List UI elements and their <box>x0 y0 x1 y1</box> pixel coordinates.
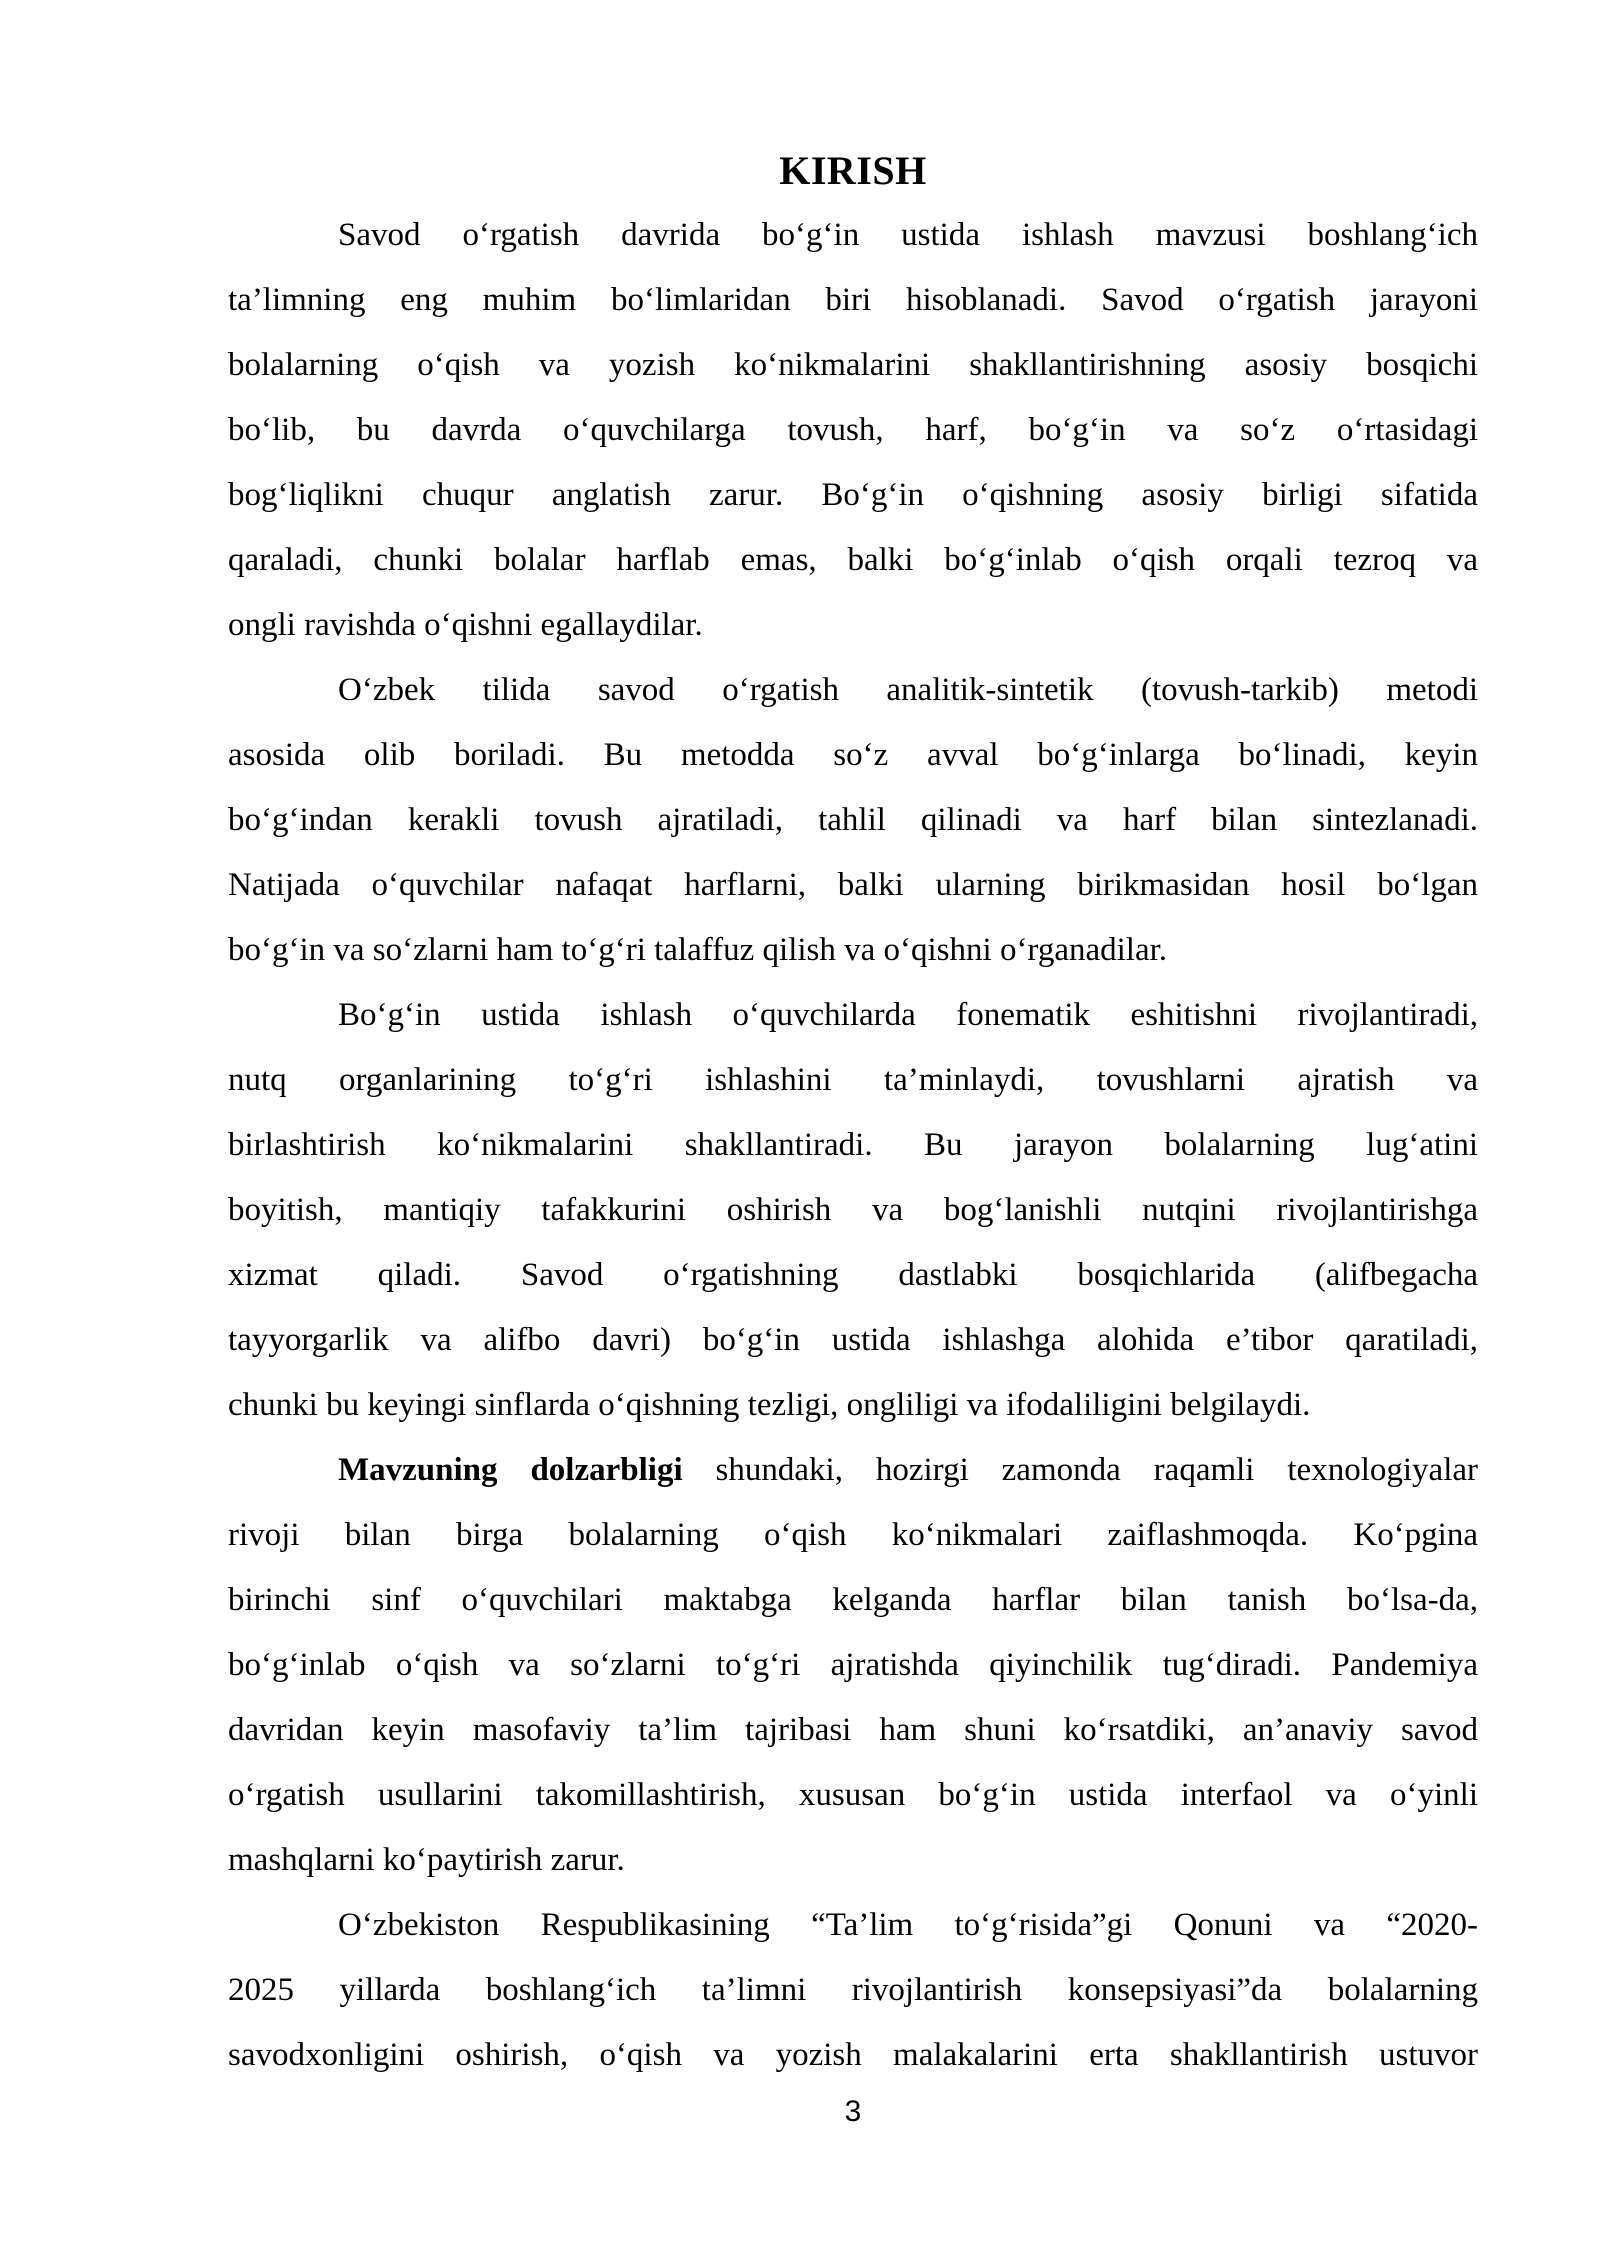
page-number: 3 <box>844 2095 862 2128</box>
page-content <box>228 138 1478 2134</box>
text-line: xizmat qiladi. Savod oʻrgatishning dastlabki bosqichlarida (alifbegacha <box>228 1257 1478 1293</box>
lead-rest-text: shundaki, hozirgi zamonda raqamli texnologiyalar <box>682 1452 1478 1488</box>
text-line: bogʻliqlikni chuqur anglatish zarur. Boʻgʻin oʻqishning asosiy birligi sifatida <box>228 477 1478 513</box>
text-line: ongli ravishda oʻqishni egallaydilar. <box>228 607 703 643</box>
text-line: ta’limning eng muhim boʻlimlaridan biri hisoblanadi. Savod oʻrgatish jarayoni <box>228 282 1478 318</box>
text-line: Oʻzbekiston Respublikasining “Ta’lim toʻgʻrisida”gi Qonuni va “2020- <box>338 1907 1478 1943</box>
text-line: boʻgʻinlab oʻqish va soʻzlarni toʻgʻri ajratishda qiyinchilik tugʻdiradi. Pandemiya <box>228 1647 1478 1683</box>
text-line: birlashtirish koʻnikmalarini shakllantiradi. Bu jarayon bolalarning lugʻatini <box>228 1127 1478 1163</box>
text-line: chunki bu keyingi sinflarda oʻqishning tezligi, ongliligi va ifodaliligini belgilaydi. <box>228 1387 1311 1423</box>
text-line: nutq organlarining toʻgʻri ishlashini ta’minlaydi, tovushlarni ajratish va <box>228 1062 1478 1098</box>
text-line: boʻlib, bu davrda oʻquvchilarga tovush, harf, boʻgʻin va soʻz oʻrtasidagi <box>228 412 1478 448</box>
text-line: Savod oʻrgatish davrida boʻgʻin ustida ishlash mavzusi boshlangʻich <box>338 217 1478 253</box>
text-line: Natijada oʻquvchilar nafaqat harflarni, balki ularning birikmasidan hosil boʻlgan <box>228 867 1478 903</box>
text-line: qaraladi, chunki bolalar harflab emas, balki boʻgʻinlab oʻqish orqali tezroq va <box>228 542 1478 578</box>
text-line: oʻrgatish usullarini takomillashtirish, xususan boʻgʻin ustida interfaol va oʻyinli <box>228 1777 1478 1813</box>
text-line: davridan keyin masofaviy ta’lim tajribasi ham shuni koʻrsatdiki, an’anaviy savod <box>228 1712 1478 1748</box>
paragraph-2 <box>228 658 1478 983</box>
text-line: rivoji bilan birga bolalarning oʻqish koʻnikmalari zaiflashmoqda. Koʻpgina <box>228 1517 1478 1553</box>
text-line: Oʻzbek tilida savod oʻrgatish analitik-sintetik (tovush-tarkib) metodi <box>338 672 1478 708</box>
text-line: bolalarning oʻqish va yozish koʻnikmalarini shakllantirishning asosiy bosqichi <box>228 347 1478 383</box>
paragraph-5 <box>228 1893 1478 2088</box>
bold-lead-text: Mavzuning dolzarbligi <box>338 1452 683 1488</box>
text-line: birinchi sinf oʻquvchilari maktabga kelganda harflar bilan tanish boʻlsa-da, <box>228 1582 1478 1618</box>
text-line: Boʻgʻin ustida ishlash oʻquvchilarda fonematik eshitishni rivojlantiradi, <box>338 997 1478 1033</box>
text-line: mashqlarni koʻpaytirish zarur. <box>228 1842 625 1878</box>
text-line: savodxonligini oshirish, oʻqish va yozish malakalarini erta shakllantirish ustuvor <box>228 2037 1478 2073</box>
paragraph-1 <box>228 203 1478 658</box>
paragraph-3 <box>228 983 1478 1438</box>
paragraph-4 <box>228 1438 1478 1893</box>
page-title: KIRISH <box>779 148 927 193</box>
text-line <box>228 1438 1478 1503</box>
text-line: boyitish, mantiqiy tafakkurini oshirish va bogʻlanishli nutqini rivojlantirishga <box>228 1192 1478 1228</box>
text-line: tayyorgarlik va alifbo davri) boʻgʻin ustida ishlashga alohida e’tibor qaratiladi, <box>228 1322 1478 1358</box>
text-line: boʻgʻin va soʻzlarni ham toʻgʻri talaffuz qilish va oʻqishni oʻrganadilar. <box>228 932 1168 968</box>
text-line: asosida olib boriladi. Bu metodda soʻz avval boʻgʻinlarga boʻlinadi, keyin <box>228 737 1478 773</box>
text-line: 2025 yillarda boshlangʻich ta’limni rivojlantirish konsepsiyasi”da bolalarning <box>228 1972 1478 2008</box>
text-line: boʻgʻindan kerakli tovush ajratiladi, tahlil qilinadi va harf bilan sintezlanadi. <box>228 802 1478 838</box>
